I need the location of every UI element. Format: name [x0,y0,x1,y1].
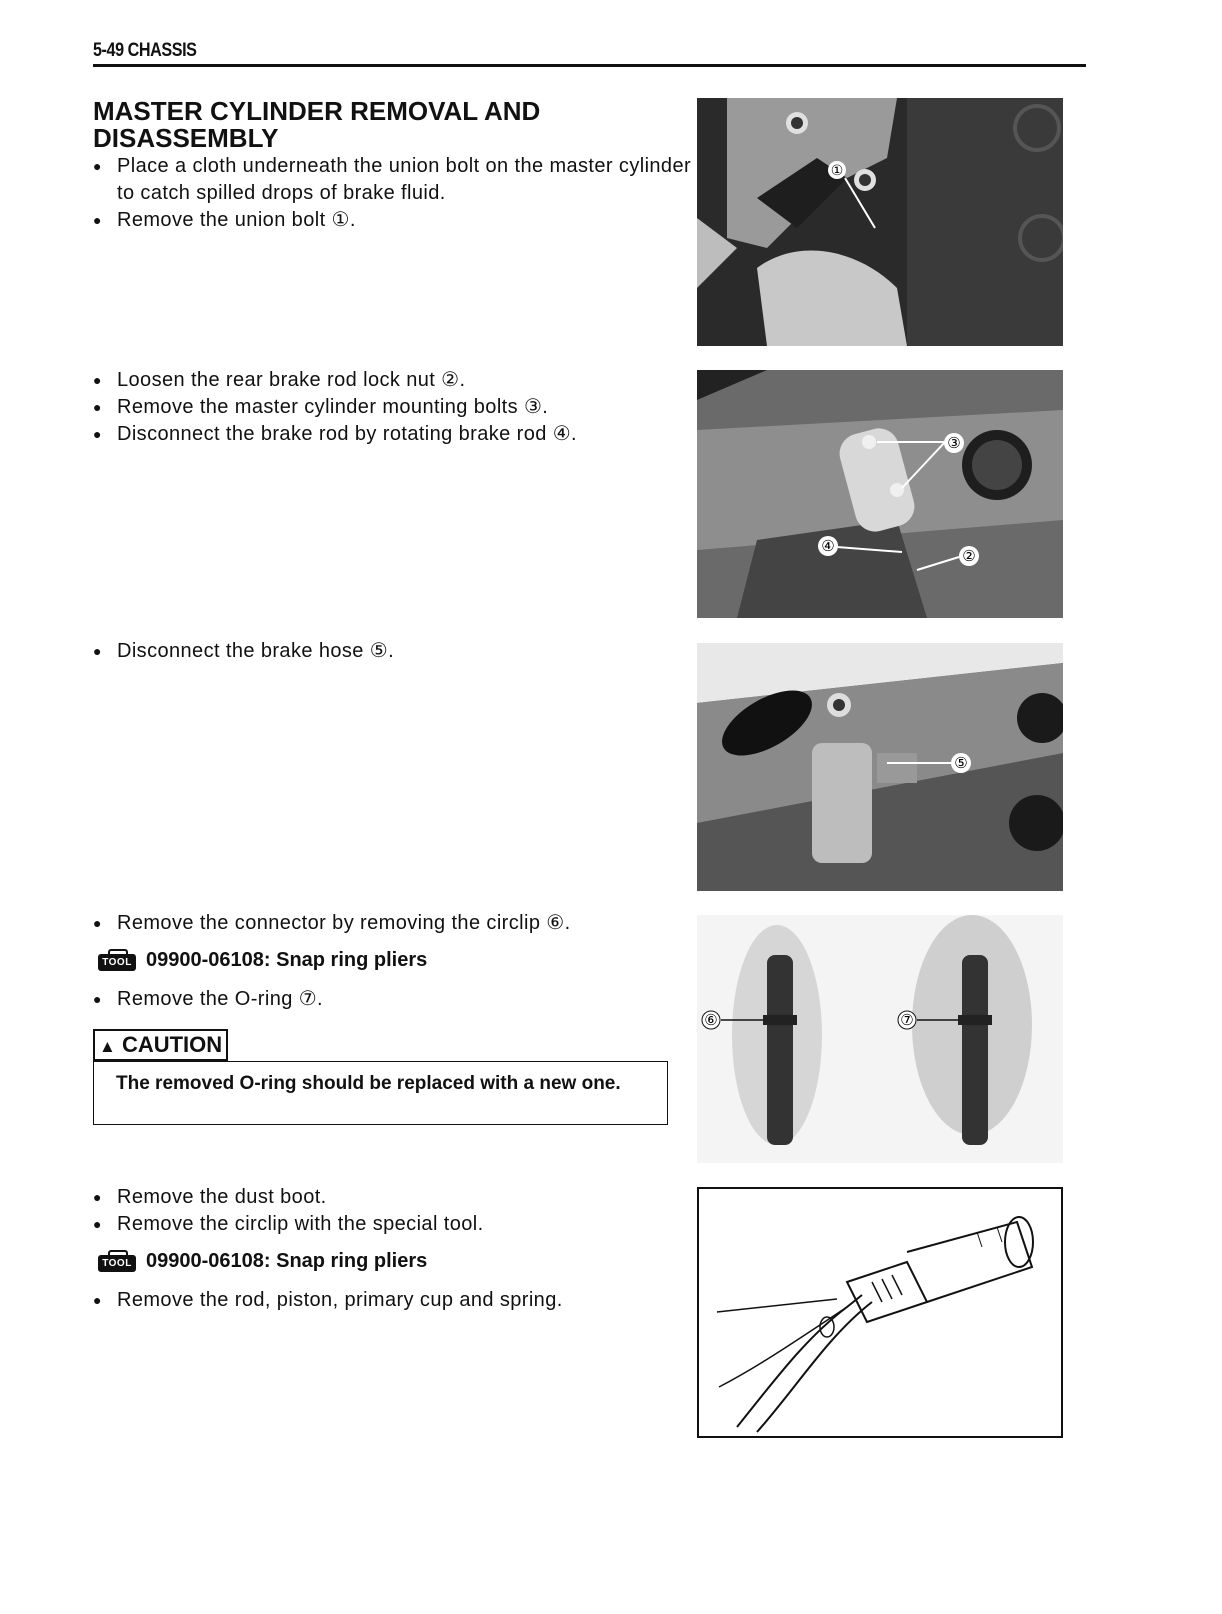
special-tool-2 [96,1249,427,1273]
list-item: ● Disconnect the brake hose ⑤. [93,638,693,665]
callout-4: ④ [821,537,835,555]
tool-name: : Snap ring pliers [263,948,428,971]
step1-list [93,153,693,234]
photo-union-bolt [697,98,1063,346]
list-item: ● Remove the dust boot. [93,1184,693,1211]
header-rule [93,64,1086,67]
list-item: ● Remove the master cylinder mounting bolts ③. [93,394,693,421]
step2-list [93,367,693,448]
callout-7: ⑦ [900,1011,914,1029]
toolbox-icon: TOOL [96,1249,138,1273]
step4-list-b [93,986,693,1013]
callout-3: ③ [947,434,961,452]
list-item: ● Remove the O-ring ⑦. [93,986,693,1013]
photo-brake-hose [697,643,1063,891]
list-item: ● Remove the circlip with the special tool. [93,1211,693,1238]
tool-number: 09900-06108 [146,948,264,971]
warning-triangle-icon: ▲ [99,1037,116,1056]
list-item: ● Loosen the rear brake rod lock nut ②. [93,367,693,394]
photo-master-cylinder [697,370,1063,618]
step3-list [93,638,693,665]
list-item: ● Disconnect the brake rod by rotating brake rod ④. [93,421,693,448]
caution-label [93,1029,228,1061]
special-tool-1 [96,948,427,972]
toolbox-icon: TOOL [96,948,138,972]
callout-6: ⑥ [704,1011,718,1029]
tool-name: : Snap ring pliers [263,1249,428,1272]
step4-list-a [93,910,693,937]
photo-circlip-oring [697,915,1063,1163]
step5-list-a [93,1184,693,1238]
tool-number: 09900-06108 [146,1249,264,1272]
illustration-snap-ring-pliers [697,1187,1063,1438]
caution-box: The removed O-ring should be replaced with a new one. [93,1061,668,1125]
page-title: MASTER CYLINDER REMOVAL AND DISASSEMBLY [93,96,541,153]
step5-list-b [93,1287,693,1314]
list-item: ● Remove the union bolt ①. [93,207,693,234]
section-header: 5-49 CHASSIS [93,40,197,61]
callout-2: ② [962,547,976,565]
list-item: ● Place a cloth underneath the union bolt on the master cylinder to catch spilled drops of brake fluid. [93,153,693,207]
list-item: ● Remove the connector by removing the circlip ⑥. [93,910,693,937]
list-item: ● Remove the rod, piston, primary cup and spring. [93,1287,693,1314]
callout-5: ⑤ [954,754,968,772]
caution-label-text: CAUTION [121,1032,223,1057]
callout-1: ① [830,163,844,179]
